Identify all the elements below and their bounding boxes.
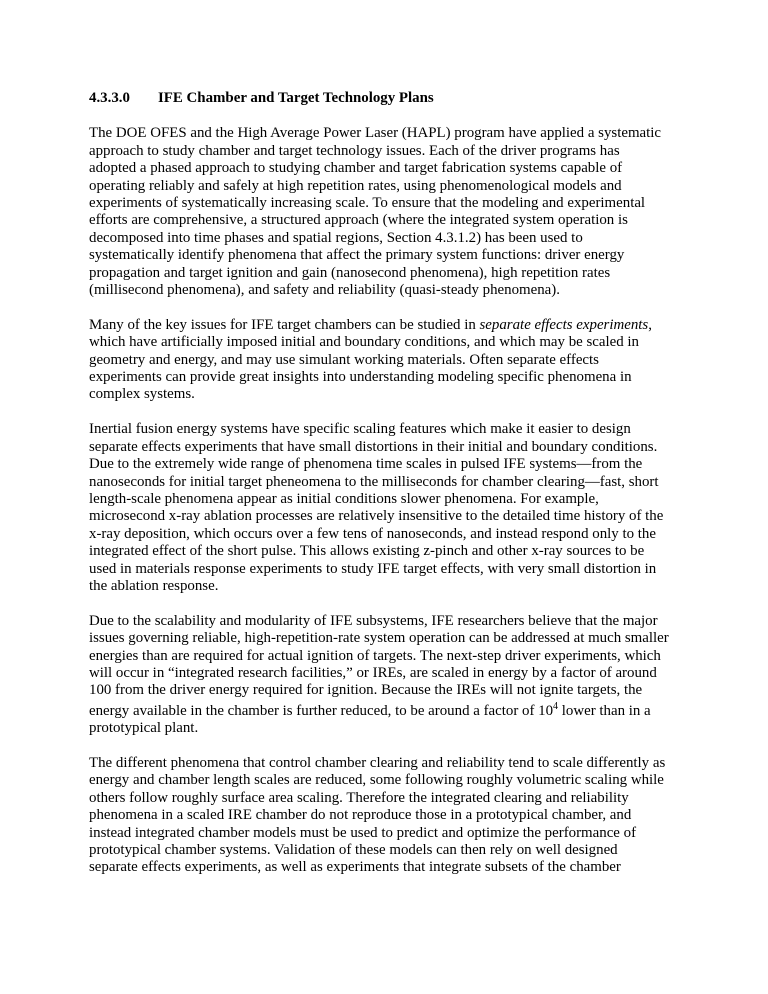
paragraph-line: The DOE OFES and the High Average Power Laser (HAPL) program have applied a systematic — [89, 125, 662, 142]
paragraph-line: adopted a phased approach to studying chamber and target fabrication systems capable of — [89, 160, 623, 177]
paragraph-line: experiments can provide great insights into understanding modeling specific phenomena in — [89, 369, 632, 386]
paragraph-line: Inertial fusion energy systems have specific scaling features which make it easier to design — [89, 421, 631, 438]
paragraph-line: issues governing reliable, high-repetition-rate system operation can be addressed at much smaller — [89, 630, 669, 647]
line-text: Many of the key issues for IFE target chambers can be studied in — [89, 316, 480, 333]
line-text: lower than in a — [558, 702, 651, 719]
paragraph-line: efforts are comprehensive, a structured approach (where the integrated system operation is — [89, 212, 628, 229]
paragraph-line: microsecond x-ray ablation processes are relatively insensitive to the detailed time history of the — [89, 508, 664, 525]
paragraph-line: separate effects experiments, as well as experiments that integrate subsets of the chamber — [89, 859, 621, 876]
paragraph-line: the ablation response. — [89, 577, 219, 594]
paragraph-line: geometry and energy, and may use simulant working materials. Often separate effects — [89, 351, 599, 368]
paragraph-line: prototypical chamber systems. Validation of these models can then rely on well designed — [89, 842, 618, 858]
paragraph-line: (millisecond phenomena), and safety and reliability (quasi-steady phenomena). — [89, 282, 560, 299]
paragraph-5 — [89, 755, 689, 877]
section-title: IFE Chamber and Target Technology Plans — [158, 90, 434, 106]
paragraph-line — [89, 317, 689, 334]
paragraph-line: prototypical plant. — [89, 720, 199, 737]
paragraph-3 — [89, 421, 689, 595]
paragraph-line: phenomena in a scaled IRE chamber do not reproduce those in a prototypical chamber, and — [89, 807, 632, 824]
paragraph-line: energy and chamber length scales are reduced, some following roughly volumetric scaling while — [89, 772, 664, 789]
paragraph-line: Due to the scalability and modularity of IFE subsystems, IFE researchers believe that the major — [89, 612, 658, 629]
paragraph-line: others follow roughly surface area scaling. Therefore the integrated clearing and reliability — [89, 789, 629, 806]
paragraph-line: experiments of systematically increasing scale. To ensure that the modeling and experimental — [89, 195, 646, 212]
paragraph-line: which have artificially imposed initial and boundary conditions, and which may be scaled in — [89, 334, 639, 351]
paragraph-line: complex systems. — [89, 386, 195, 403]
exponent: 4 — [553, 700, 559, 712]
paragraph-line: will occur in “integrated research facilities,” or IREs, are scaled in energy by a factor of around — [89, 664, 657, 681]
document-page — [89, 90, 689, 894]
paragraph-line: x-ray deposition, which occurs over a few tens of nanoseconds, and instead respond only to the — [89, 525, 656, 542]
section-heading — [89, 90, 689, 107]
line-text: , — [648, 316, 652, 333]
paragraph-line: 100 from the driver energy required for ignition. Because the IREs will not ignite targets, the — [89, 682, 643, 699]
paragraph-4 — [89, 613, 689, 738]
paragraph-line: operating reliably and safely at high repetition rates, using phenomenological models and — [89, 177, 622, 194]
paragraph-line: nanoseconds for initial target pheneomena to the milliseconds for chamber clearing—fast, short — [89, 473, 659, 490]
paragraph-line: The different phenomena that control chamber clearing and reliability tend to scale differently as — [89, 754, 666, 771]
paragraph-line: propagation and target ignition and gain (nanosecond phenomena), high repetition rates — [89, 264, 611, 281]
paragraph-1 — [89, 125, 689, 299]
paragraph-line: approach to study chamber and target technology issues. Each of the driver programs has — [89, 142, 620, 159]
paragraph-line — [89, 700, 689, 720]
section-number: 4.3.3.0 — [89, 90, 130, 106]
line-text: energy available in the chamber is further reduced, to be around a factor of 10 — [89, 702, 554, 719]
paragraph-2 — [89, 317, 689, 404]
paragraph-line: length-scale phenomena appear as initial conditions slower phenomena. For example, — [89, 490, 599, 507]
paragraph-line: systematically identify phenomena that affect the primary system functions: driver energy — [89, 247, 625, 264]
paragraph-line: integrated effect of the short pulse. This allows existing z-pinch and other x-ray sources to be — [89, 543, 645, 560]
paragraph-line: instead integrated chamber models must be used to predict and optimize the performance of — [89, 824, 637, 841]
paragraph-line: Due to the extremely wide range of phenomena time scales in pulsed IFE systems—from the — [89, 456, 643, 473]
paragraph-line: separate effects experiments that have small distortions in their initial and boundary conditions. — [89, 438, 658, 455]
paragraph-line: used in materials response experiments to study IFE target effects, with very small distortion in — [89, 560, 657, 577]
paragraph-line: energies than are required for actual ignition of targets. The next-step driver experiments, which — [89, 647, 661, 664]
emphasis-text: separate effects experiments — [479, 316, 649, 333]
paragraph-line: decomposed into time phases and spatial regions, Section 4.3.1.2) has been used to — [89, 229, 583, 246]
